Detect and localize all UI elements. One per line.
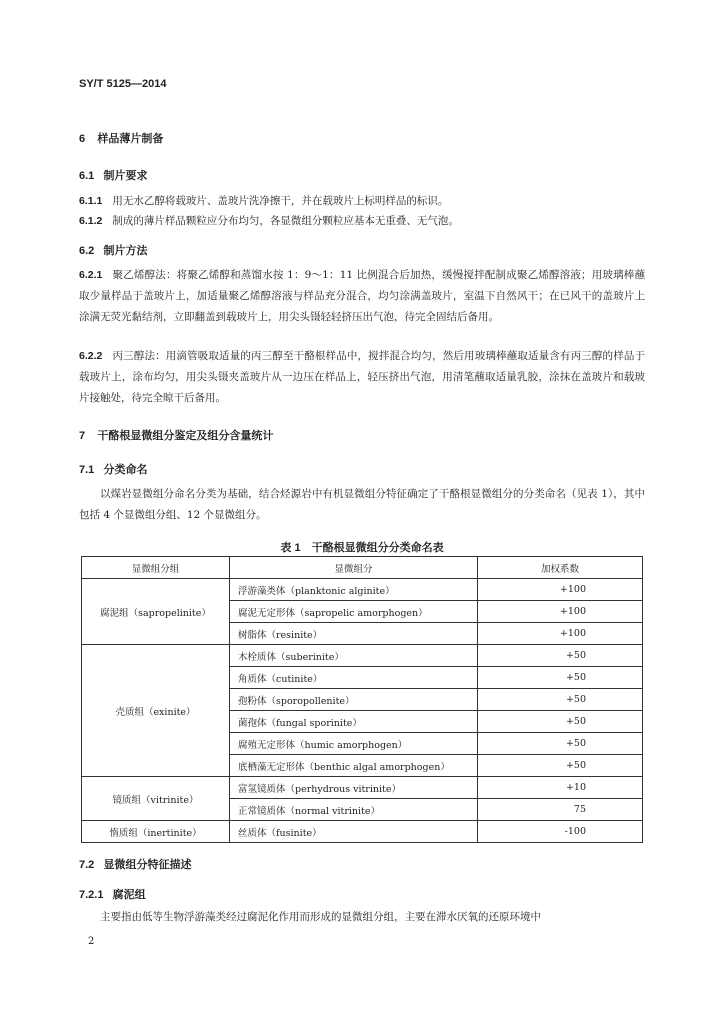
weight-cell: +50	[478, 645, 643, 667]
section-7-2-1-para: 主要指由低等生物浮游藻类经过腐泥化作用而形成的显微组分组，主要在滞水厌氧的还原环境中	[100, 911, 541, 923]
maceral-cell: 浮游藻类体（planktonic alginite）	[230, 579, 478, 601]
group-cell: 镜质组（vitrinite）	[82, 777, 230, 821]
section-7-1-heading: 7.1 分类命名	[79, 464, 148, 476]
group-cell: 腐泥组（sapropelinite）	[82, 579, 230, 645]
section-6-2-1-para: 6.2.1 聚乙烯醇法：将聚乙烯醇和蒸馏水按 1：9～1：11 比例混合后加热，缓慢搅拌配制成聚乙烯醇溶液；用玻璃棒蘸取少量样品于盖玻片上，加适量聚乙烯醇溶液与样品充分混合，均匀涂满盖玻片，室温下自然风干；在已风干的盖玻片上涂满无荧光黏结剂，立即翻盖到载玻片上，用尖头镊轻轻挤压出气泡，待完全固结后备用。	[79, 269, 645, 323]
standard-number: SY/T 5125—2014	[79, 78, 167, 90]
maceral-cell: 富氢镜质体（perhydrous vitrinite）	[230, 777, 478, 799]
section-6-2-2-para: 6.2.2 丙三醇法：用滴管吸取适量的丙三醇至干酪根样品中，搅拌混合均匀，然后用玻璃棒蘸取适量含有丙三醇的样品于载玻片上，涂布均匀，用尖头镊夹盖玻片从一边压在样品上，轻压挤出气泡，用清笔蘸取适量乳胶，涂抹在盖玻片和载玻片接触处，待完全晾干后备用。	[79, 350, 645, 404]
maceral-cell: 树脂体（resinite）	[230, 623, 478, 645]
section-6-1-heading: 6.1 制片要求	[79, 170, 148, 182]
section-7-1-para: 以煤岩显微组分命名分类为基础，结合烃源岩中有机显微组分特征确定了干酪根显微组分的分类命名（见表 1），其中包括 4 个显微组分组、12 个显微组分。	[79, 488, 645, 521]
weight-cell: +50	[478, 689, 643, 711]
table-header-cell: 显微组分组	[82, 557, 230, 579]
section-6-2-heading: 6.2 制片方法	[79, 245, 148, 257]
table-row	[82, 579, 643, 601]
maceral-cell: 丝质体（fusinite）	[230, 821, 478, 843]
maceral-classification-table	[81, 556, 643, 843]
maceral-cell: 腐泥无定形体（sapropelic amorphogen）	[230, 601, 478, 623]
weight-cell: +50	[478, 755, 643, 777]
weight-cell: +10	[478, 777, 643, 799]
page-number: 2	[88, 936, 95, 947]
group-cell: 壳质组（exinite）	[82, 645, 230, 777]
table-header-row	[82, 557, 643, 579]
maceral-cell: 孢粉体（sporopollenite）	[230, 689, 478, 711]
section-6-1-2-para: 6.1.2 制成的薄片样品颗粒应分布均匀，各显微组分颗粒应基本无重叠、无气泡。	[79, 215, 459, 227]
weight-cell: 75	[478, 799, 643, 821]
weight-cell: +100	[478, 623, 643, 645]
table-row	[82, 645, 643, 667]
maceral-cell: 正常镜质体（normal vitrinite）	[230, 799, 478, 821]
weight-cell: +100	[478, 601, 643, 623]
section-7-2-1-heading: 7.2.1 腐泥组	[79, 889, 146, 901]
table-header-cell: 显微组分	[230, 557, 478, 579]
section-6-heading: 6 样品薄片制备	[79, 133, 164, 145]
table-row	[82, 777, 643, 799]
table-header-cell: 加权系数	[478, 557, 643, 579]
weight-cell: +100	[478, 579, 643, 601]
maceral-cell: 木栓质体（suberinite）	[230, 645, 478, 667]
table-row	[82, 821, 643, 843]
weight-cell: +50	[478, 667, 643, 689]
group-cell: 惰质组（inertinite）	[82, 821, 230, 843]
section-7-heading: 7 干酪根显微组分鉴定及组分含量统计	[79, 430, 274, 442]
weight-cell: +50	[478, 733, 643, 755]
maceral-cell: 底栖藻无定形体（benthic algal amorphogen）	[230, 755, 478, 777]
weight-cell: +50	[478, 711, 643, 733]
maceral-cell: 角质体（cutinite）	[230, 667, 478, 689]
maceral-cell: 菌孢体（fungal sporinite）	[230, 711, 478, 733]
section-7-2-heading: 7.2 显微组分特征描述	[79, 859, 192, 871]
section-6-1-1-para: 6.1.1 用无水乙醇将载玻片、盖玻片洗净擦干，并在载玻片上标明样品的标识。	[79, 195, 449, 207]
table-caption: 表 1 干酪根显微组分分类命名表	[280, 542, 444, 554]
maceral-cell: 腐殖无定形体（humic amorphogen）	[230, 733, 478, 755]
weight-cell: -100	[478, 821, 643, 843]
